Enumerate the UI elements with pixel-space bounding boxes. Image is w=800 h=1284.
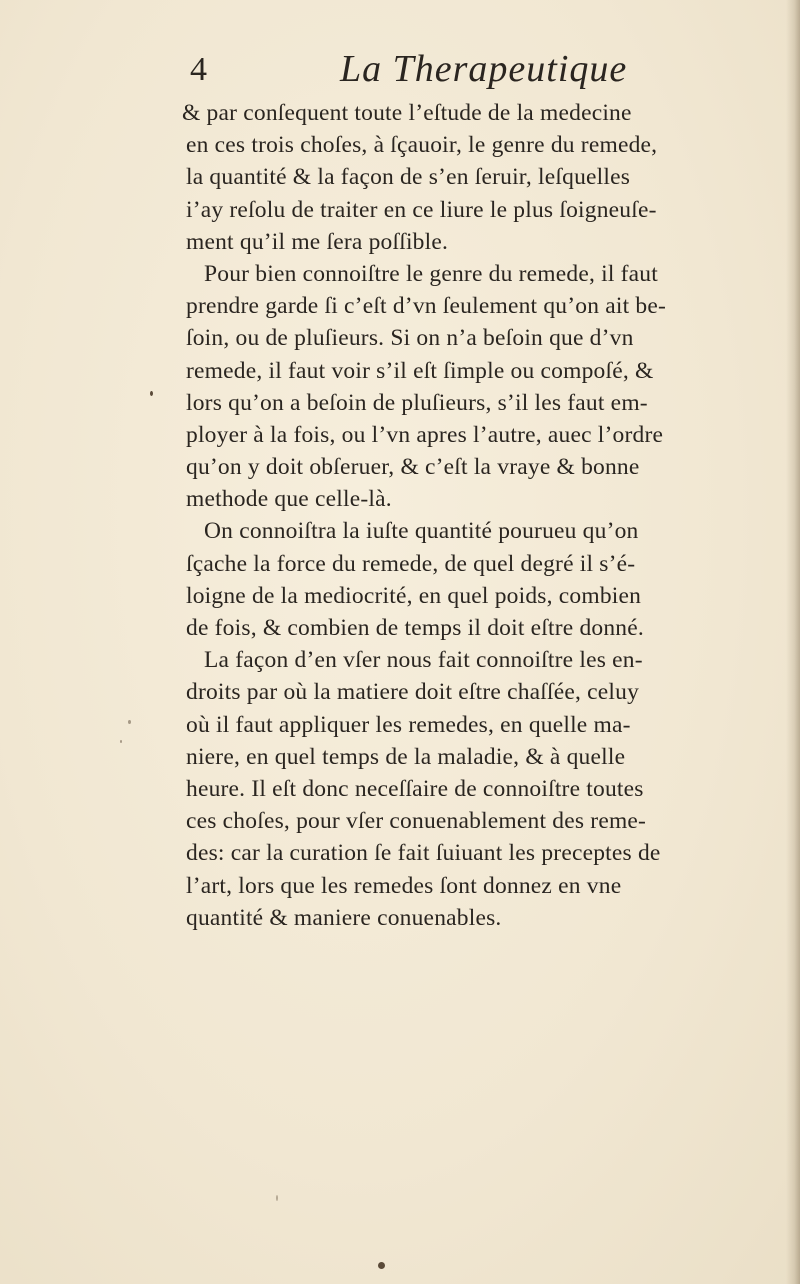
ink-speck [150, 391, 153, 396]
text-line: lors qu’on a beſoin de pluſieurs, s’il les faut em- [186, 389, 648, 416]
text-line: ſçache la force du remede, de quel degré il s’é- [186, 550, 636, 577]
text-line: quantité & maniere conuenables. [186, 904, 502, 931]
text-line: heure. Il eſt donc neceſſaire de connoiſtre toutes [186, 775, 644, 802]
ink-speck [128, 720, 131, 724]
text-line: de fois, & combien de temps il doit eſtre donné. [186, 615, 644, 641]
text-line: ment qu’il me ſera poſſible. [186, 228, 449, 255]
page-header [0, 44, 800, 94]
ink-speck [120, 740, 122, 743]
text-line: l’art, lors que les remedes ſont donnez en vne [186, 872, 622, 899]
text-line: La façon d’en vſer nous fait connoiſtre les en- [204, 647, 643, 674]
text-line: i’ay reſolu de traiter en ce liure le plus ſoigneuſe- [186, 196, 657, 223]
ink-speck [276, 1195, 278, 1201]
text-line: en ces trois choſes, à ſçauoir, le genre du remede, [186, 132, 658, 159]
text-line: prendre garde ſi c’eſt d’vn ſeulement qu’on ait be- [186, 293, 667, 320]
text-line: loigne de la mediocrité, en quel poids, combien [186, 582, 642, 609]
text-line: ces choſes, pour vſer conuenablement des reme- [186, 808, 647, 835]
text-line: remede, il faut voir s’il eſt ſimple ou compoſé, & [186, 357, 654, 384]
text-line: des: car la curation ſe fait ſuiuant les preceptes de [186, 840, 661, 867]
text-line: & par conſequent toute l’eſtude de la medecine [182, 100, 632, 126]
page-number: 4 [190, 51, 207, 88]
text-line: la quantité & la façon de s’en ſeruir, leſquelles [186, 164, 631, 191]
text-line: niere, en quel temps de la maladie, & à quelle [186, 743, 626, 770]
text-line: On connoiſtra la iuſte quantité pourueu qu’on [204, 518, 639, 545]
text-line: ployer à la fois, ou l’vn apres l’autre, auec l’ordre [186, 421, 664, 448]
text-line: methode que celle-là. [186, 486, 392, 513]
running-head: La Therapeutique [340, 48, 628, 90]
text-line: où il faut appliquer les remedes, en quelle ma- [186, 711, 631, 738]
text-line: qu’on y doit obſeruer, & c’eſt la vraye & bonne [186, 454, 640, 481]
body-text [168, 97, 800, 934]
text-line: ſoin, ou de pluſieurs. Si on n’a beſoin que d’vn [186, 325, 634, 352]
ink-speck [378, 1262, 385, 1269]
text-line: Pour bien connoiſtre le genre du remede, il faut [204, 260, 658, 287]
text-line: droits par où la matiere doit eſtre chaſſée, celuy [186, 679, 640, 706]
